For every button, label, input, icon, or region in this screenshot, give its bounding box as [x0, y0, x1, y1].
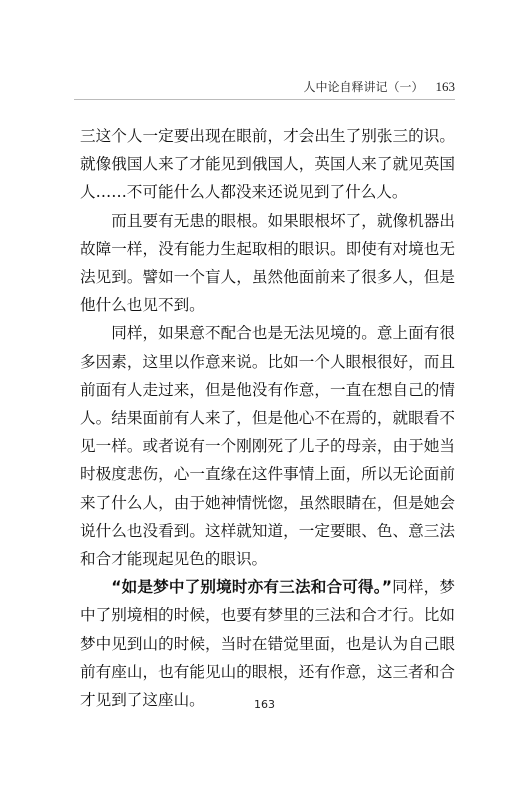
body-text [80, 122, 455, 714]
paragraph-dream [80, 573, 455, 714]
paragraph-continued: 三这个人一定要出现在眼前，才会出生了别张三的识。就像俄国人来了才能见到俄国人，英国人来了就见英国人……不可能什么人都没来还说见到了什么人。 [80, 127, 455, 202]
header-page-number: 163 [435, 79, 455, 94]
paragraph-dream-text: 同样，梦中了别境相的时候，也要有梦里的三法和合才行。比如梦中见到山的时候，当时在错觉里面，也是认为自己眼前有座山，也有能见山的眼根，还有作意，这三者和合才见到了这座山。 [80, 578, 455, 710]
quoted-verse: “如是梦中了别境时亦有三法和合可得。” [111, 578, 392, 597]
paragraph-attention: 同样，如果意不配合也是无法见境的。意上面有很多因素，这里以作意来说。比如一个人眼根很好，而且前面有人走过来，但是他没有作意，一直在想自己的情人。结果面前有人来了，但是他心不在焉的，就眼看不见一样。或者说有一个刚刚死了儿子的母亲，由于她当时极度悲伤，心一直缘在这件事情上面，所以无论面前来了什么人，由于她神情恍惚，虽然眼睛在，但是她会说什么也没看到。这样就知道，一定要眼、色、意三法和合才能现起见色的眼识。 [80, 324, 455, 569]
running-title: 人中论自释讲记（一） [303, 80, 424, 94]
footer-page-number: 163 [254, 698, 275, 711]
running-header [303, 78, 455, 95]
header-divider [74, 99, 455, 100]
paragraph-eye-faculty: 而且要有无患的眼根。如果眼根坏了，就像机器出故障一样，没有能力生起取相的眼识。即使有对境也无法见到。譬如一个盲人，虽然他面前来了很多人，但是他什么也见不到。 [80, 211, 455, 315]
